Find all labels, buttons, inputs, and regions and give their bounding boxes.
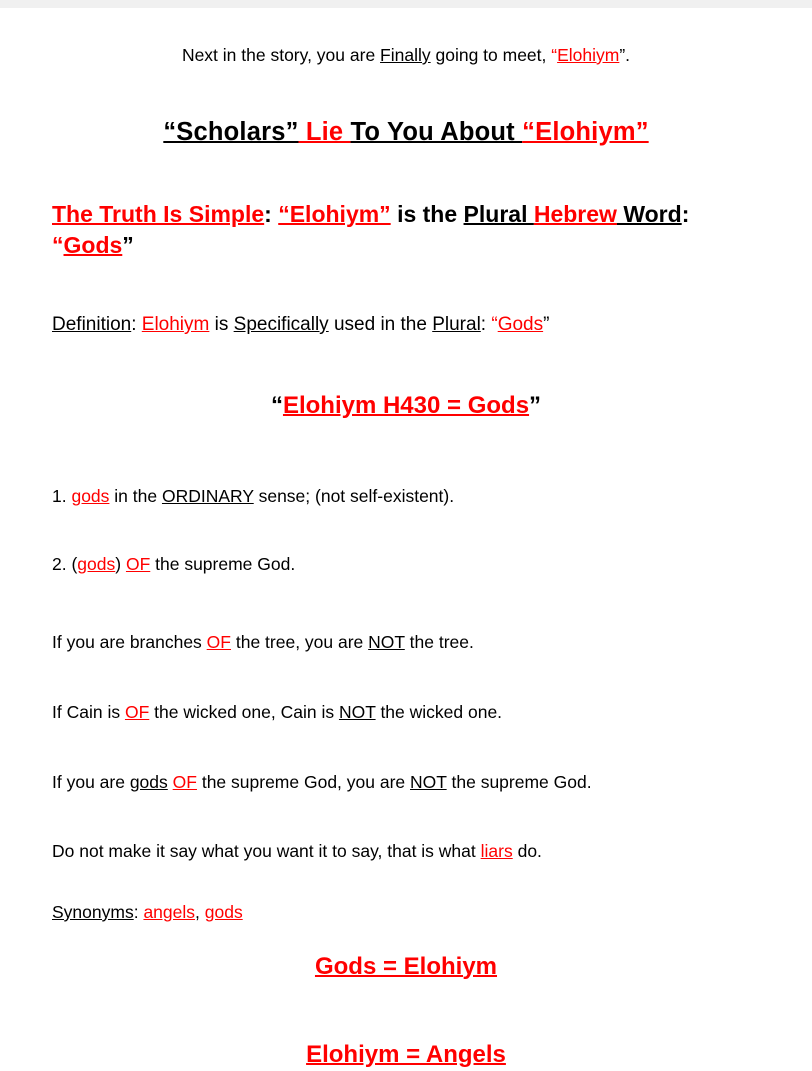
top-strip	[0, 0, 812, 8]
liars-pre: Do not make it say what you want it to say, that is what	[52, 841, 481, 862]
liars-line	[52, 840, 760, 864]
equation-1-text: Gods = Elohiym	[314, 952, 498, 980]
truth-hebrew: Hebrew	[533, 201, 617, 228]
intro-text-3: .	[625, 45, 631, 65]
truth-gods-quote-open: “	[52, 232, 64, 259]
definition-used-in-the: used in the	[328, 314, 433, 336]
definition-specifically: Specifically	[233, 314, 329, 336]
item1-gods: gods	[71, 486, 110, 507]
item1-number: 1.	[52, 486, 72, 507]
item2-of: OF	[125, 553, 151, 574]
item1-ordinary: ORDINARY	[161, 486, 254, 507]
title-lie: Lie	[298, 117, 351, 146]
statement1-pre: If you are branches	[52, 632, 207, 653]
statement2-tail: the wicked one.	[375, 702, 503, 723]
truth-gods: Gods	[63, 232, 123, 259]
truth-is-the: is the	[390, 201, 464, 228]
intro-finally: Finally	[380, 45, 431, 65]
strongs-text: Elohiym H430 = Gods	[282, 391, 530, 419]
strongs-quote-open: “	[270, 391, 283, 419]
equation-2-text: Elohiym = Angels	[306, 1040, 506, 1068]
item2-mid: )	[115, 553, 126, 574]
item1-tail: sense; (not self-existent).	[253, 486, 455, 507]
numbered-item-2	[52, 553, 760, 577]
intro-text-2: going to meet,	[430, 45, 552, 65]
intro-quote-close: ”	[619, 45, 626, 65]
item1-mid: in the	[109, 486, 162, 507]
title-to-you-about: To You About	[350, 117, 523, 146]
definition-line	[52, 312, 760, 338]
definition-label: Definition	[52, 314, 132, 336]
synonyms-comma: ,	[195, 901, 205, 922]
statement1-tail: the tree.	[404, 632, 474, 653]
intro-elohiym: Elohiym	[557, 45, 620, 65]
definition-quote-close: ”	[543, 314, 550, 336]
statement3-gods: gods	[129, 771, 168, 792]
truth-colon-1: :	[264, 201, 279, 228]
synonyms-line	[52, 901, 760, 925]
liars-word: liars	[480, 841, 513, 862]
title-scholars: “Scholars”	[163, 117, 299, 146]
truth-plural: Plural	[463, 201, 534, 228]
synonyms-angels: angels	[143, 901, 196, 922]
truth-colon-2: :	[681, 201, 690, 228]
truth-line	[52, 199, 760, 261]
strongs-quote-close: ”	[529, 391, 542, 419]
statement3-mid: the supreme God, you are	[196, 771, 411, 792]
statement3-tail: the supreme God.	[446, 771, 592, 792]
item2-tail: the supreme God.	[150, 553, 296, 574]
definition-colon-1: :	[131, 314, 142, 336]
definition-elohiym: Elohiym	[141, 314, 210, 336]
intro-quote-open: “	[551, 45, 558, 65]
statement-branches	[52, 631, 760, 655]
statement-cain	[52, 701, 760, 725]
definition-colon-2: :	[480, 314, 492, 336]
intro-text-1: Next in the story, you are	[181, 45, 381, 65]
strongs-heading	[52, 390, 760, 422]
definition-plural: Plural	[432, 314, 481, 336]
definition-quote-open: “	[491, 314, 498, 336]
item2-number: 2. (	[52, 553, 78, 574]
statement1-not: NOT	[368, 632, 405, 653]
statement-gods-of	[52, 771, 760, 795]
liars-tail: do.	[512, 841, 542, 862]
equation-elohiym-angels	[52, 1039, 760, 1071]
statement2-of: OF	[124, 702, 150, 723]
statement1-mid: the tree, you are	[230, 632, 369, 653]
statement3-of: OF	[172, 771, 197, 792]
definition-is: is	[209, 314, 234, 336]
item2-gods: gods	[77, 553, 116, 574]
truth-is-simple: The Truth Is Simple	[52, 201, 265, 228]
statement2-not: NOT	[338, 702, 376, 723]
statement2-mid: the wicked one, Cain is	[149, 702, 339, 723]
title-elohiym: “Elohiym”	[522, 117, 649, 146]
statement1-of: OF	[206, 632, 231, 653]
intro-line	[52, 44, 760, 68]
synonyms-label: Synonyms	[52, 901, 134, 922]
statement3-pre: If you are	[52, 771, 130, 792]
truth-word: Word	[616, 201, 682, 228]
document-content	[0, 8, 812, 1071]
statement2-pre: If Cain is	[52, 702, 125, 723]
truth-gods-quote-close: ”	[122, 232, 134, 259]
page-title	[52, 115, 760, 149]
definition-gods: Gods	[497, 314, 544, 336]
truth-elohiym: “Elohiym”	[278, 201, 391, 228]
equation-gods-elohiym	[52, 951, 760, 983]
synonyms-colon: :	[133, 901, 144, 922]
statement3-not: NOT	[410, 771, 447, 792]
synonyms-gods: gods	[204, 901, 243, 922]
numbered-item-1	[52, 485, 760, 509]
